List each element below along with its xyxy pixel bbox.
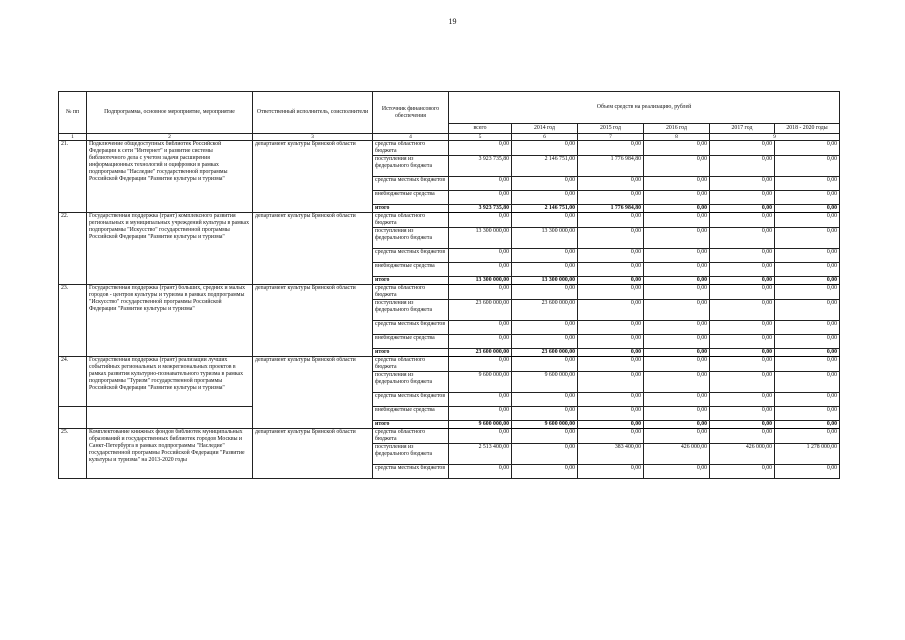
amount-cell: 0,00 [578,277,644,285]
source-label: внебюджетные средства [373,263,449,277]
amount-cell: 0,00 [578,407,644,421]
amount-cell: 0,00 [449,429,512,444]
amount-cell: 0,00 [710,357,775,372]
amount-cell: 0,00 [775,228,840,249]
source-label: поступления из федерального бюджета [373,300,449,321]
amount-cell: 0,00 [644,205,710,213]
amount-cell: 0,00 [775,249,840,263]
amount-cell: 0,00 [775,285,840,300]
amount-cell: 0,00 [775,465,840,479]
amount-cell: 9 600 000,00 [512,421,578,429]
amount-cell: 0,00 [710,191,775,205]
col-number: 1 [59,134,87,141]
amount-cell: 0,00 [775,429,840,444]
entry-number: 22. [59,213,87,285]
header-num: № пп [59,92,87,134]
amount-cell: 0,00 [449,177,512,191]
amount-cell: 9 600 000,00 [449,421,512,429]
source-label: средства местных бюджетов [373,249,449,263]
entry-number: 24. [59,357,87,407]
amount-cell: 0,00 [710,407,775,421]
amount-cell: 0,00 [710,349,775,357]
amount-cell: 1 776 984,80 [578,205,644,213]
amount-cell: 0,00 [578,421,644,429]
amount-cell: 23 600 000,00 [512,300,578,321]
amount-cell: 0,00 [775,263,840,277]
amount-cell: 13 300 000,00 [449,277,512,285]
table-row [59,213,840,228]
amount-cell: 0,00 [710,421,775,429]
header-2018-2020: 2018 - 2020 годы [775,124,840,134]
amount-cell: 426 000,00 [710,444,775,465]
amount-cell: 383 400,00 [578,444,644,465]
amount-cell: 0,00 [578,249,644,263]
amount-cell: 23 600 000,00 [512,349,578,357]
source-label: средства местных бюджетов [373,393,449,407]
header-executor: Ответственный исполнитель, соисполнители [253,92,373,134]
amount-cell: 0,00 [512,321,578,335]
source-label: средства областного бюджета [373,357,449,372]
amount-cell: 0,00 [775,335,840,349]
amount-cell: 0,00 [644,249,710,263]
amount-cell: 0,00 [644,285,710,300]
entry-program: Государственная поддержка (грант) комплексного развития региональных и муниципальных учреждений культуры в рамках подпрограммы "Искусство" государственной программы Российской Федерации "Развитие культуры и туризма" [87,213,253,285]
amount-cell: 0,00 [578,349,644,357]
amount-cell: 0,00 [775,141,840,156]
amount-cell: 0,00 [775,156,840,177]
amount-cell: 0,00 [710,249,775,263]
amount-cell: 0,00 [710,429,775,444]
amount-cell: 13 300 000,00 [512,277,578,285]
amount-cell: 0,00 [644,300,710,321]
amount-cell: 0,00 [449,141,512,156]
header-2014: 2014 год [512,124,578,134]
entry-program: Государственная поддержка (грант) реализации лучших событийных региональных и межрегиональных проектов в рамках развития культурно-познавательного туризма в рамках подпрограммы "Туризм" государственной программы Российской Федерации "Развитие культуры и туризма" [87,357,253,407]
table-row [59,141,840,156]
source-label: итого [373,421,449,429]
amount-cell: 0,00 [578,177,644,191]
entry-executor: департамент культуры Брянской области [253,141,373,213]
entry-program: Подключение общедоступных библиотек Российской Федерации к сети "Интернет" и развитие системы библиотечного дела с учетом задачи расширения информационных технологий и оцифровки в рамках подпрограммы "Наследие" государственной программы Российской Федерации "Развитие культуры и туризма" [87,141,253,213]
table-row [59,285,840,300]
amount-cell: 0,00 [775,205,840,213]
amount-cell: 0,00 [710,205,775,213]
amount-cell: 0,00 [449,191,512,205]
amount-cell: 0,00 [644,277,710,285]
amount-cell: 13 300 000,00 [512,228,578,249]
header-2015: 2015 год [578,124,644,134]
source-label: внебюджетные средства [373,407,449,421]
amount-cell: 0,00 [512,357,578,372]
col-number: 3 [253,134,373,141]
empty-cell [87,407,253,429]
source-label: итого [373,277,449,285]
amount-cell: 0,00 [578,429,644,444]
empty-cell [59,407,87,429]
amount-cell: 0,00 [512,249,578,263]
source-label: средства местных бюджетов [373,321,449,335]
column-number-row [59,134,840,141]
amount-cell: 23 600 000,00 [449,349,512,357]
amount-cell: 0,00 [710,393,775,407]
source-label: поступления из федерального бюджета [373,444,449,465]
amount-cell: 0,00 [449,357,512,372]
amount-cell: 0,00 [512,335,578,349]
amount-cell: 0,00 [775,421,840,429]
amount-cell: 0,00 [578,213,644,228]
amount-cell: 0,00 [644,465,710,479]
amount-cell: 0,00 [775,349,840,357]
amount-cell: 2 146 751,00 [512,156,578,177]
amount-cell: 0,00 [512,407,578,421]
amount-cell: 0,00 [775,191,840,205]
amount-cell: 0,00 [512,177,578,191]
amount-cell: 0,00 [775,177,840,191]
entry-program: Государственная поддержка (грант) больших, средних и малых городов - центров культуры и туризма в рамках подпрограммы "Искусство" государственной программы Российской Федерации "Развитие культуры и туризма" [87,285,253,357]
amount-cell: 0,00 [512,285,578,300]
amount-cell: 0,00 [449,263,512,277]
col-number: 9 [710,134,840,141]
amount-cell: 0,00 [710,213,775,228]
amount-cell: 0,00 [644,421,710,429]
amount-cell: 0,00 [644,407,710,421]
entry-program: Комплектование книжных фондов библиотек муниципальных образований и государственных библиотек городов Москвы и Санкт-Петербурга в рамках подпрограммы "Наследие" государственной программы Российской Федерации "Развитие культуры и туризма" на 2013-2020 годы [87,429,253,479]
amount-cell: 0,00 [775,393,840,407]
entry-executor: департамент культуры Брянской области [253,429,373,479]
amount-cell: 0,00 [578,393,644,407]
source-label: внебюджетные средства [373,335,449,349]
amount-cell: 0,00 [644,141,710,156]
amount-cell: 0,00 [775,300,840,321]
entry-number: 21. [59,141,87,213]
amount-cell: 9 600 000,00 [449,372,512,393]
amount-cell: 0,00 [578,141,644,156]
amount-cell: 0,00 [644,335,710,349]
amount-cell: 2 513 400,00 [449,444,512,465]
amount-cell: 0,00 [578,228,644,249]
amount-cell: 0,00 [775,357,840,372]
source-label: итого [373,205,449,213]
header-total: всего [449,124,512,134]
col-number: 2 [87,134,253,141]
amount-cell: 0,00 [644,393,710,407]
amount-cell: 0,00 [775,213,840,228]
header-volume: Объем средств на реализацию, рублей [449,92,840,124]
amount-cell: 0,00 [710,277,775,285]
amount-cell: 0,00 [644,191,710,205]
amount-cell: 0,00 [512,213,578,228]
amount-cell: 0,00 [449,285,512,300]
amount-cell: 0,00 [644,263,710,277]
source-label: средства областного бюджета [373,213,449,228]
amount-cell: 0,00 [644,349,710,357]
amount-cell: 0,00 [449,465,512,479]
amount-cell: 0,00 [449,335,512,349]
amount-cell: 0,00 [775,372,840,393]
amount-cell: 0,00 [644,429,710,444]
col-number: 7 [578,134,644,141]
table-row [59,407,840,421]
entry-executor: департамент культуры Брянской области [253,285,373,357]
amount-cell: 0,00 [578,285,644,300]
col-number: 4 [373,134,449,141]
amount-cell: 0,00 [710,177,775,191]
amount-cell: 0,00 [449,213,512,228]
amount-cell: 0,00 [512,444,578,465]
source-label: поступления из федерального бюджета [373,372,449,393]
amount-cell: 0,00 [710,263,775,277]
amount-cell: 0,00 [512,191,578,205]
amount-cell: 0,00 [644,357,710,372]
source-label: средства областного бюджета [373,429,449,444]
amount-cell: 0,00 [578,263,644,277]
amount-cell: 0,00 [449,321,512,335]
amount-cell: 0,00 [710,156,775,177]
amount-cell: 0,00 [644,156,710,177]
amount-cell: 426 000,00 [644,444,710,465]
col-number: 8 [644,134,710,141]
amount-cell: 0,00 [710,285,775,300]
entry-executor: департамент культуры Брянской области [253,357,373,429]
amount-cell: 0,00 [512,263,578,277]
header-source: Источник финансового обеспечения [373,92,449,134]
amount-cell: 0,00 [578,335,644,349]
amount-cell: 3 923 735,80 [449,205,512,213]
amount-cell: 0,00 [578,372,644,393]
amount-cell: 0,00 [710,141,775,156]
col-number: 6 [512,134,578,141]
source-label: средства областного бюджета [373,141,449,156]
amount-cell: 0,00 [710,465,775,479]
source-label: поступления из федерального бюджета [373,156,449,177]
amount-cell: 0,00 [644,372,710,393]
amount-cell: 0,00 [644,213,710,228]
source-label: внебюджетные средства [373,191,449,205]
amount-cell: 1 776 984,80 [578,156,644,177]
amount-cell: 0,00 [644,177,710,191]
source-label: итого [373,349,449,357]
amount-cell: 0,00 [710,228,775,249]
amount-cell: 0,00 [578,300,644,321]
table-body [59,141,840,479]
amount-cell: 0,00 [578,357,644,372]
amount-cell: 0,00 [710,300,775,321]
table-row [59,429,840,444]
amount-cell: 0,00 [775,407,840,421]
entry-number: 23. [59,285,87,357]
amount-cell: 0,00 [578,465,644,479]
amount-cell: 0,00 [512,429,578,444]
source-label: средства областного бюджета [373,285,449,300]
amount-cell: 0,00 [512,465,578,479]
amount-cell: 0,00 [578,191,644,205]
source-label: средства местных бюджетов [373,177,449,191]
amount-cell: 0,00 [449,407,512,421]
amount-cell: 0,00 [644,228,710,249]
amount-cell: 9 600 000,00 [512,372,578,393]
amount-cell: 0,00 [710,372,775,393]
entry-number: 25. [59,429,87,479]
amount-cell: 0,00 [710,335,775,349]
source-label: средства местных бюджетов [373,465,449,479]
budget-table [58,91,840,479]
amount-cell: 0,00 [710,321,775,335]
amount-cell: 3 923 735,80 [449,156,512,177]
header-2017: 2017 год [710,124,775,134]
entry-executor: департамент культуры Брянской области [253,213,373,285]
source-label: поступления из федерального бюджета [373,228,449,249]
header-program: Подпрограмма, основное мероприятие, мероприятие [87,92,253,134]
amount-cell: 0,00 [644,321,710,335]
amount-cell: 0,00 [449,393,512,407]
col-number: 5 [449,134,512,141]
amount-cell: 0,00 [578,321,644,335]
amount-cell: 23 600 000,00 [449,300,512,321]
table-row [59,357,840,372]
amount-cell: 0,00 [512,141,578,156]
amount-cell: 0,00 [775,277,840,285]
amount-cell: 13 300 000,00 [449,228,512,249]
amount-cell: 0,00 [449,249,512,263]
amount-cell: 2 146 751,00 [512,205,578,213]
amount-cell: 1 278 000,00 [775,444,840,465]
page-number: 19 [448,17,457,26]
amount-cell: 0,00 [512,393,578,407]
amount-cell: 0,00 [775,321,840,335]
header-2016: 2016 год [644,124,710,134]
